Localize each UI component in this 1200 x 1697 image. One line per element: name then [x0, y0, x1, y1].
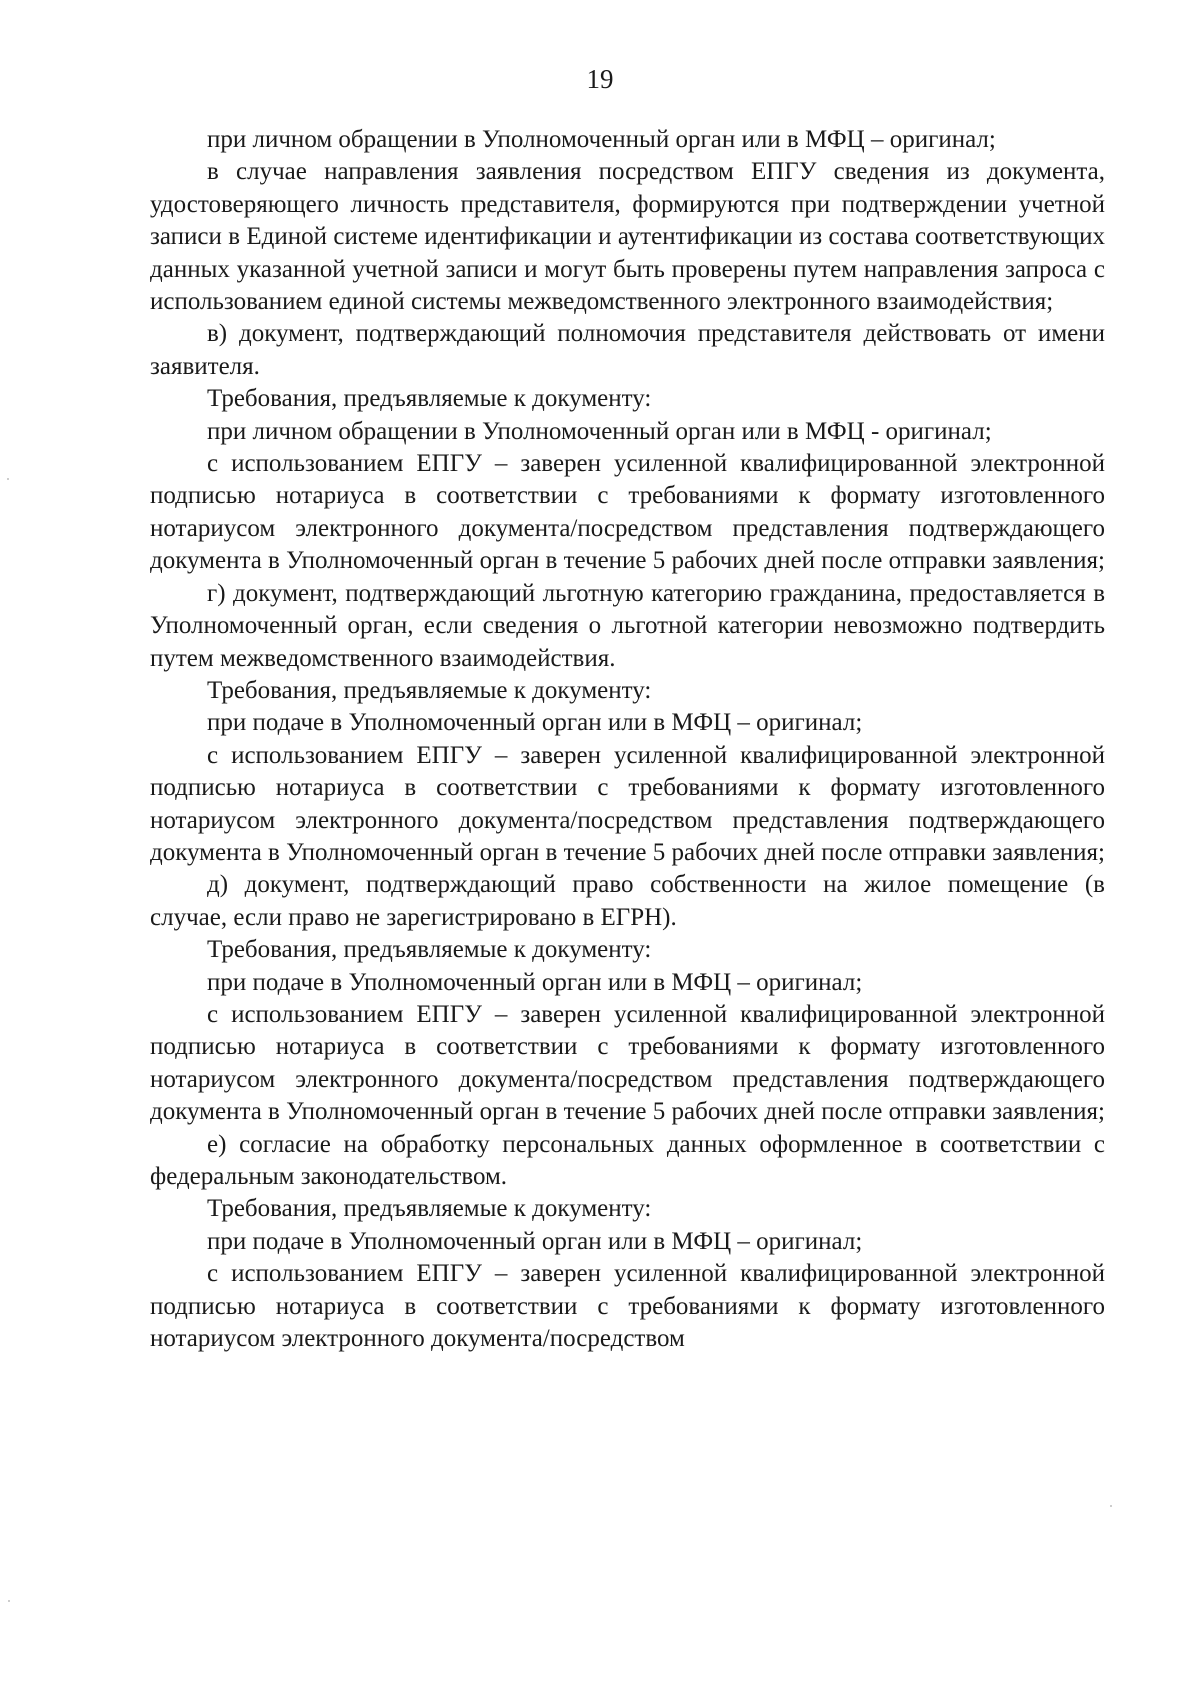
paragraph: г) документ, подтверждающий льготную категорию гражданина, предоставляется в Уполномоченный орган, если сведения о льготной категории невозможно подтвердить путем межведомственного взаимодействия. [150, 579, 1105, 672]
paragraph: при подаче в Уполномоченный орган или в МФЦ – оригинал; [207, 709, 863, 737]
scan-speck [8, 1600, 10, 1602]
paragraph: Требования, предъявляемые к документу: [207, 385, 652, 413]
paragraph: при личном обращении в Уполномоченный орган или в МФЦ - оригинал; [207, 417, 992, 445]
scan-speck [7, 478, 9, 480]
paragraph: с использованием ЕПГУ – заверен усиленной квалифицированной электронной подписью нотариуса в соответствии с требованиями к формату изготовленного нотариусом электронного документа/посредством [150, 1260, 1105, 1353]
paragraph: при подаче в Уполномоченный орган или в МФЦ – оригинал; [207, 968, 863, 996]
paragraph: с использованием ЕПГУ – заверен усиленной квалифицированной электронной подписью нотариуса в соответствии с требованиями к формату изготовленного нотариусом электронного документа/посредством представления подтверждающего документа в Уполномоченный орган в течение 5 рабочих дней после отправки заявления; [150, 1000, 1106, 1126]
paragraph: при подаче в Уполномоченный орган или в МФЦ – оригинал; [207, 1227, 863, 1255]
page-number: 19 [586, 64, 614, 94]
document-body [150, 124, 1105, 1355]
paragraph: е) согласие на обработку персональных данных оформленное в соответствии с федеральным законодательством. [150, 1130, 1105, 1190]
paragraph: Требования, предъявляемые к документу: [207, 1195, 652, 1223]
scan-speck [1110, 1505, 1112, 1507]
paragraph: с использованием ЕПГУ – заверен усиленной квалифицированной электронной подписью нотариуса в соответствии с требованиями к формату изготовленного нотариусом электронного документа/посредством представления подтверждающего документа в Уполномоченный орган в течение 5 рабочих дней после отправки заявления; [150, 450, 1106, 575]
paragraph: в) документ, подтверждающий полномочия представителя действовать от имени заявителя. [150, 320, 1105, 380]
paragraph: д) документ, подтверждающий право собственности на жилое помещение (в случае, если право не зарегистрировано в ЕГРН). [150, 871, 1105, 931]
paragraph: с использованием ЕПГУ – заверен усиленной квалифицированной электронной подписью нотариуса в соответствии с требованиями к формату изготовленного нотариусом электронного документа/посредством представления подтверждающего документа в Уполномоченный орган в течение 5 рабочих дней после отправки заявления; [150, 741, 1106, 866]
paragraph: Требования, предъявляемые к документу: [207, 676, 652, 704]
paragraph: в случае направления заявления посредством ЕПГУ сведения из документа, удостоверяющего личность представителя, формируются при подтверждении учетной записи в Единой системе идентификации и аутентификации из состава соответствующих данных указанной учетной записи и могут быть проверены путем направления запроса с использованием единой системы межведомственного электронного взаимодействия; [150, 158, 1105, 316]
paragraph: при личном обращении в Уполномоченный орган или в МФЦ – оригинал; [207, 126, 996, 153]
paragraph: Требования, предъявляемые к документу: [207, 936, 652, 964]
